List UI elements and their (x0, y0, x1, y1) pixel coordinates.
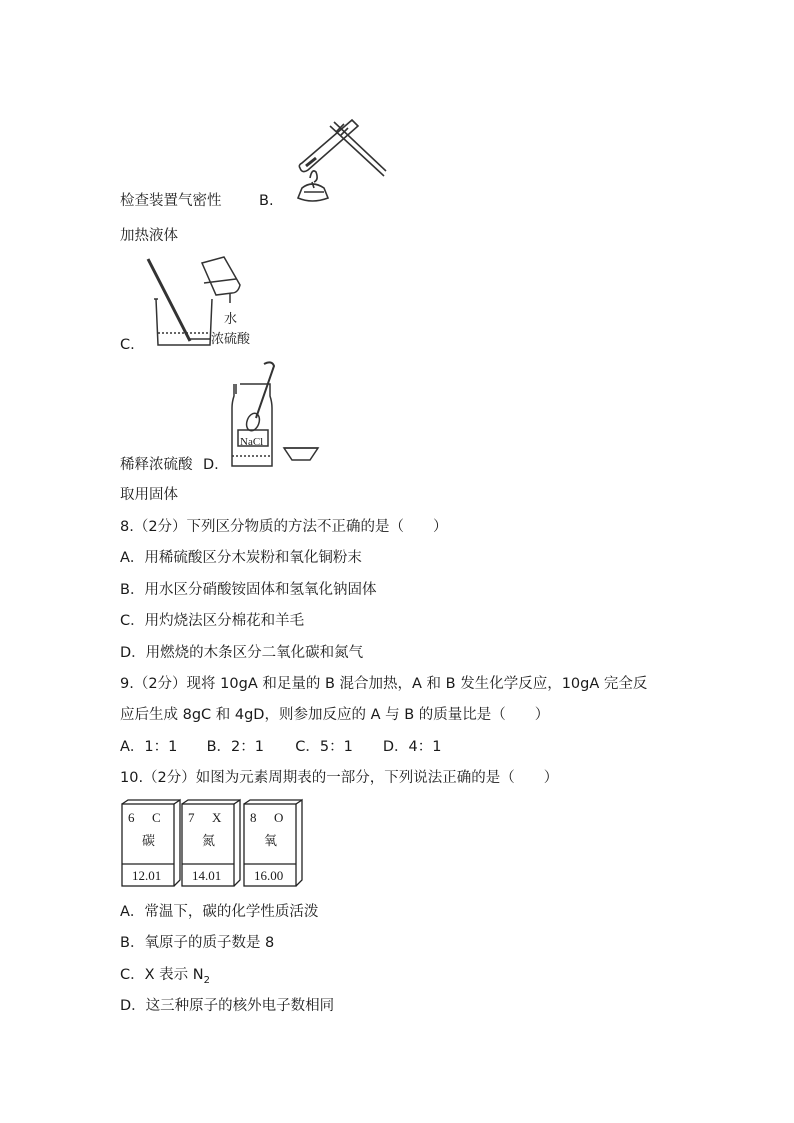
element-cell-oxygen (244, 804, 296, 886)
q10-stem: 10.（2分）如图为元素周期表的一部分，下列说法正确的是（ ） (120, 770, 559, 786)
q7-a-caption: 检查装置气密性 (120, 193, 222, 209)
q7-b-caption: 加热液体 (120, 228, 178, 244)
element-symbol: O (274, 810, 284, 825)
element-mass: 14.01 (192, 868, 222, 883)
q8-option-d: D．用燃烧的木条区分二氧化碳和氮气 (120, 645, 364, 661)
q10-option-c-text: C．X 表示 N (120, 967, 204, 983)
element-cell-nitrogen (182, 804, 234, 886)
element-name: 碳 (142, 833, 156, 848)
q7-d-label: D. (203, 457, 219, 473)
element-number: 6 (128, 810, 135, 825)
q8-option-b: B．用水区分硝酸铵固体和氢氧化钠固体 (120, 582, 377, 598)
q10-option-c-subscript: 2 (203, 974, 210, 986)
q9-option-d: D．4：1 (382, 739, 442, 755)
element-number: 7 (188, 810, 195, 825)
q9-stem-line1: 9.（2分）现将 10gA 和足量的 B 混合加热，A 和 B 发生化学反应，10gA 完全反 (120, 676, 648, 692)
element-name: 氧 (264, 833, 278, 848)
q9-option-b: B．2：1 (206, 739, 265, 755)
q9-stem-line2: 应后生成 8gC 和 4gD，则参加反应的 A 与 B 的质量比是（ ） (120, 707, 550, 723)
q7-b-label: B. (259, 193, 274, 209)
q8-option-a: A．用稀硫酸区分木炭粉和氧化铜粉末 (120, 550, 362, 566)
take-solid-figure (230, 360, 340, 470)
q9-option-c: C．5：1 (295, 739, 353, 755)
element-symbol: X (212, 810, 222, 825)
nacl-label: NaCl (240, 436, 264, 448)
q7-c-caption: 稀释浓硫酸 (120, 457, 193, 473)
c-acid-label: 浓硫酸 (211, 332, 251, 347)
q10-option-b: B．氧原子的质子数是 8 (120, 935, 275, 951)
q8-stem: 8.（2分）下列区分物质的方法不正确的是（ ） (120, 519, 448, 535)
element-mass: 16.00 (254, 868, 284, 883)
heating-liquid-figure (292, 108, 392, 208)
q9-option-a: A．1：1 (120, 739, 178, 755)
q9-options (120, 737, 441, 757)
element-name: 氮 (202, 833, 216, 848)
q10-option-c (120, 965, 210, 991)
q8-option-c: C．用灼烧法区分棉花和羊毛 (120, 613, 305, 629)
c-water-label: 水 (224, 312, 238, 327)
q7-d-caption: 取用固体 (120, 487, 178, 503)
q10-option-a: A．常温下，碳的化学性质活泼 (120, 904, 319, 920)
element-mass: 12.01 (132, 868, 162, 883)
element-number: 8 (250, 810, 257, 825)
element-cell-carbon (122, 804, 174, 886)
q10-option-d: D．这三种原子的核外电子数相同 (120, 998, 335, 1014)
q7-c-label: C. (120, 337, 135, 353)
element-symbol: C (152, 810, 161, 825)
